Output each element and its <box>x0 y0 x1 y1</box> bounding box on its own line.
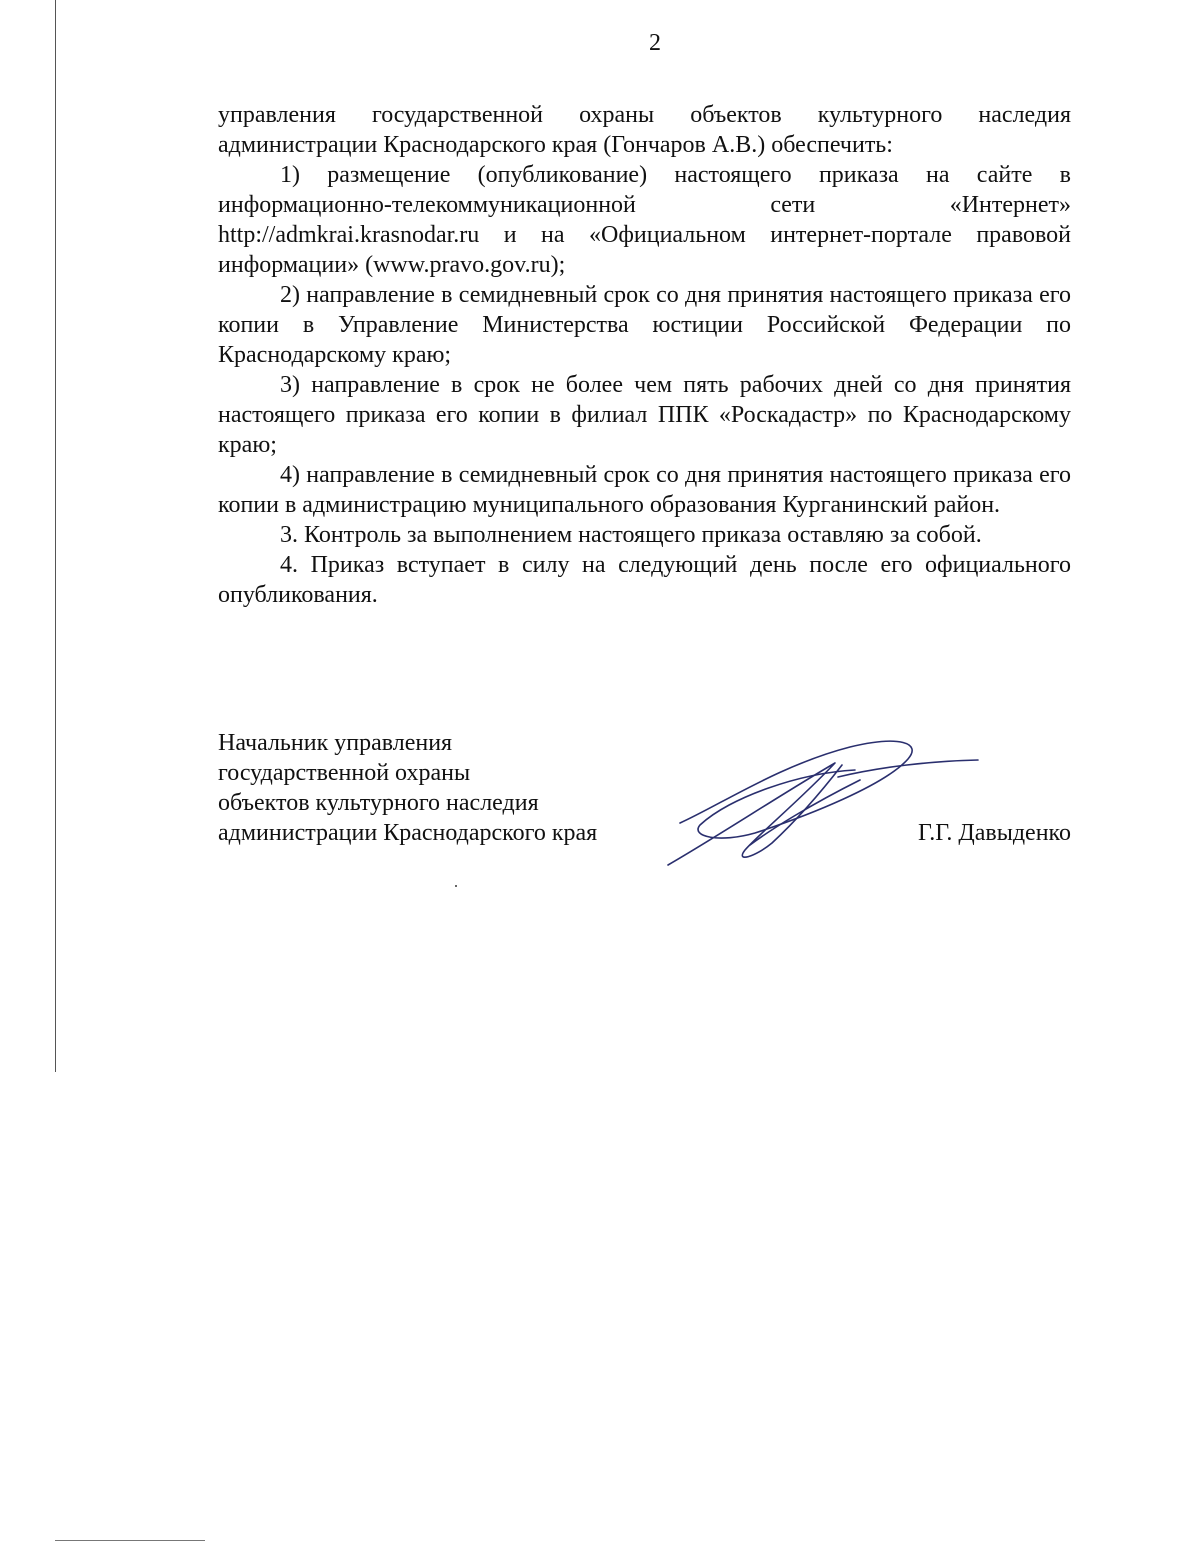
paragraph-clause-4: 4. Приказ вступает в силу на следующий день после его официального опубликования. <box>218 552 1071 608</box>
signatory-title-line: государственной охраны <box>218 760 471 786</box>
signatory-name: Г.Г. Давыденко <box>918 820 1071 846</box>
signatory-title-line: объектов культурного наследия <box>218 790 539 816</box>
signatory-title-line: Начальник управления <box>218 730 453 756</box>
paragraph-item-4: 4) направление в семидневный срок со дня принятия настоящего приказа его копии в администрацию муниципального образования Курганинский район. <box>218 462 1071 518</box>
scan-speck <box>455 885 457 887</box>
paragraph-item-2: 2) направление в семидневный срок со дня принятия настоящего приказа его копии в Управление Министерства юстиции Российской Федерации по Краснодарскому краю; <box>218 282 1071 368</box>
paragraph-continuation: управления государственной охраны объектов культурного наследия администрации Краснодарского края (Гончаров А.В.) обеспечить: <box>218 102 1071 158</box>
signatory-title <box>218 728 597 848</box>
paragraph-item-1: 1) размещение (опубликование) настоящего приказа на сайте в информационно-телекоммуникационной сети «Интернет» http://admkrai.krasnodar.ru и на «Официальном интернет-портале правовой информации» (www.pravo.gov.ru); <box>218 162 1071 278</box>
paragraph-item-3: 3) направление в срок не более чем пять рабочих дней со дня принятия настоящего приказа его копии в филиал ППК «Роскадастр» по Краснодарскому краю; <box>218 372 1071 458</box>
page-number: 2 <box>649 30 661 56</box>
handwritten-signature <box>660 725 990 875</box>
signatory-title-line: администрации Краснодарского края <box>218 820 598 846</box>
paragraph-clause-3: 3. Контроль за выполнением настоящего приказа оставляю за собой. <box>280 522 982 548</box>
scan-edge-left <box>55 0 56 1072</box>
scan-edge-bottom <box>55 1540 205 1541</box>
document-body <box>218 100 1071 610</box>
